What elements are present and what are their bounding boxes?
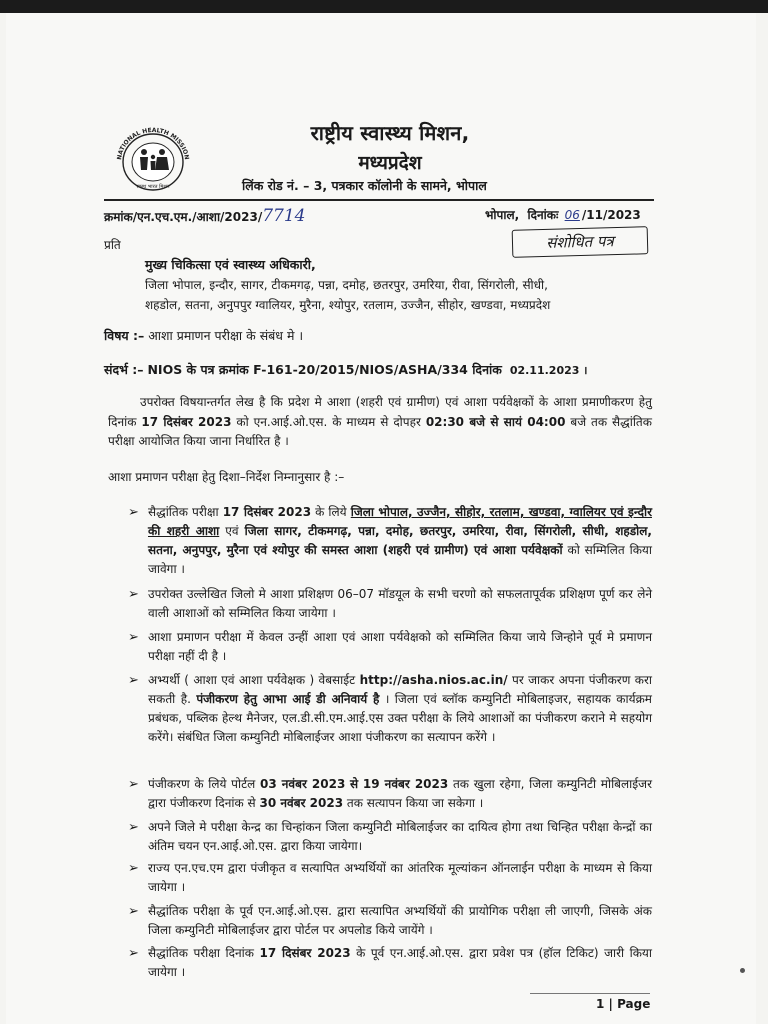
b1-text-1: सैद्धांतिक परीक्षा [148, 505, 219, 519]
arrow-bullet-icon: ➢ [128, 904, 139, 919]
b4-abha-required: पंजीकरण हेतु आभा आई डी अनिवार्य है [196, 692, 380, 706]
org-address: लिंक रोड नं. – 3, पत्रकार कॉलोनी के सामने, भोपाल [242, 178, 487, 193]
nhm-logo-icon [112, 124, 194, 194]
guideline-item-5 [128, 775, 652, 813]
guideline-item-6 [128, 818, 652, 856]
ref-prefix: क्रमांक/एन.एच.एम./आशा/2023/ [104, 210, 263, 224]
page-number: 1 | Page [596, 997, 651, 1011]
date-place: भोपाल, [485, 208, 520, 222]
b9-text-1: सैद्धांतिक परीक्षा दिनांक [148, 946, 254, 960]
guideline-item-8 [128, 902, 652, 940]
header-divider [104, 199, 654, 201]
arrow-bullet-icon: ➢ [128, 777, 139, 792]
intro-text-3: बजे तक सैद्धांतिक परीक्षा आयोजित किया जाना निर्धारित है । [108, 414, 652, 448]
intro-text-2: को एन.आई.ओ.एस. के माध्यम से दोपहर [236, 414, 421, 429]
prati-label: प्रति [104, 238, 121, 252]
guideline-item-2 [128, 585, 652, 623]
revised-letter-stamp: संशोधित पत्र [512, 226, 649, 258]
guideline-item-4 [128, 671, 652, 747]
b2-text: उपरोक्त उल्लेखित जिलो मे आशा प्रशिक्षण 06–07 मॉडयूल के सभी चरणो को सफलतापूर्वक प्रशिक्षण पूर्ण कर लेने वाली आशाओं को सम्मिलित किया जायेगा । [148, 587, 652, 620]
subject-label: विषय :– [104, 328, 145, 343]
b4-text-2: पर जाकर अपना पंजीकरण करा सकती है. [148, 673, 652, 706]
subject-text: आशा प्रमाणन परीक्षा के संबंध मे । [148, 328, 304, 343]
logo-motto: स्वस्थ भारत मिशन [136, 184, 170, 190]
b5-text-1: पंजीकरण के लिये पोर्टल [148, 777, 256, 791]
b7-text: राज्य एन.एच.एम द्वारा पंजीकृत व सत्यापित अभ्यर्थियों का आंतरिक मूल्यांकन ऑनलाईन परीक्षा के माध्यम से किया जायेगा । [148, 861, 652, 894]
reference-line [104, 361, 587, 378]
b3-text: आशा प्रमाणन परीक्षा में केवल उन्हीं आशा एवं आशा पर्यवेक्षको को सम्मिलित किया जाये जिन्होने पूर्व मे प्रमाणन परीक्षा नहीं दी है । [148, 630, 652, 663]
ref-handwritten-number: 7714 [262, 206, 306, 226]
intro-text-1: उपरोक्त विषयान्तर्गत लेख है कि प्रदेश मे आशा (शहरी एवं ग्रामीण) एवं आशा पर्यवेक्षकों के आशा प्रमाणीकरण हेतु दिनांक [108, 395, 652, 429]
logo-ring-text: NATIONAL HEALTH MISSION [116, 126, 190, 161]
b1-text-4: को सम्मिलित किया जावेगा । [148, 543, 652, 576]
b4-text-3: । जिला एवं ब्लॉक कम्युनिटी मोबिलाइजर, सहायक कार्यक्रम प्रबंधक, पब्लिक हेल्थ मैनेजर, एल.डी.सी.एम.आई.एस उक्त परीक्षा के लिये आशाओं का पंजीकरण कराने मे सहयोग करेंगे। संबंधित जिला कम्युनिटी मोबिलाईजर आशा पंजीकरण का सत्यापन करेंगे । [148, 692, 652, 744]
b5-date-2: 19 नवंबर 2023 [362, 777, 449, 791]
date-label: दिनांकः [527, 208, 559, 222]
addressee-districts-line-1: जिला भोपाल, इन्दौर, सागर, टीकमगढ़, पन्ना, दमोह, छतरपुर, उमरिया, रीवा, सिंगरोली, सीधी, [145, 278, 548, 292]
arrow-bullet-icon: ➢ [128, 630, 139, 645]
b1-urban-districts: जिला भोपाल, उज्जैन, सीहोर, रतलाम, खण्डवा, ग्वालियर एवं इन्दौर की शहरी आशा [148, 505, 652, 538]
intro-paragraph [108, 393, 652, 452]
org-name: राष्ट्रीय स्वास्थ्य मिशन, [310, 121, 470, 145]
reference-text: NIOS के पत्र क्रमांक F-161-20/2015/NIOS/ASHA/334 दिनांक [147, 362, 502, 377]
scan-dot [740, 968, 745, 973]
arrow-bullet-icon: ➢ [128, 673, 139, 688]
b5-text-3: तक खुला रहेगा, जिला कम्युनिटी मोबिलाईजर द्वारा पंजीकरण दिनांक से [148, 777, 652, 810]
b1-text-2: के लिये [315, 505, 347, 519]
b1-date: 17 दिसंबर 2023 [222, 505, 312, 519]
date-line [485, 206, 641, 223]
reference-label: संदर्भ :– [104, 362, 144, 377]
addressee-districts-line-2: शहडोल, सतना, अनुपपुर ग्वालियर, मुरैना, श्योपुर, रतलाम, उज्जैन, सीहोर, खण्डवा, मध्यप्रदेश [145, 298, 551, 312]
subject-line [104, 327, 303, 344]
asha-portal-link[interactable]: http://asha.nios.ac.in/ [359, 673, 508, 687]
guideline-item-1 [128, 503, 652, 579]
intro-exam-time: 02:30 बजे से सायं 04:00 [425, 414, 566, 429]
b5-date-3: 30 नवंबर 2023 [259, 796, 344, 810]
org-state: मध्यप्रदेश [358, 152, 422, 174]
arrow-bullet-icon: ➢ [128, 946, 139, 961]
footer-divider [530, 993, 650, 994]
b1-all-districts: जिला सागर, टीकमगढ़, पन्ना, दमोह, छतरपुर, उमरिया, रीवा, सिंगरोली, सीधी, शहडोल, सतना, अनुपपुर, मुरैना एवं श्योपुर की समस्त आशा (शहरी एवं ग्रामीण) एवं आशा पर्यवेक्षकों [148, 524, 652, 557]
addressee-title: मुख्य चिकित्सा एवं स्वास्थ्य अधिकारी, [145, 257, 316, 272]
b1-text-3: एवं [225, 524, 239, 538]
reference-date: 02.11.2023 । [509, 364, 588, 377]
arrow-bullet-icon: ➢ [128, 587, 139, 602]
scan-top-edge [0, 0, 768, 13]
reference-number-line [104, 206, 305, 226]
arrow-bullet-icon: ➢ [128, 820, 139, 835]
b8-text: सैद्धांतिक परीक्षा के पूर्व एन.आई.ओ.एस. द्वारा सत्यापित अभ्यर्थियों की प्रायोगिक परीक्षा ली जाएगी, जिसके अंक जिला कम्युनिटी मोबिलाईजर द्वारा पोर्टल पर अपलोड किये जायेंगे । [148, 904, 652, 937]
guideline-item-9 [128, 944, 652, 982]
guideline-item-3 [128, 628, 652, 666]
b4-text-1: अभ्यर्थी ( आशा एवं आशा पर्यवेक्षक ) वेबसाईट [148, 673, 356, 687]
b5-text-2: से [350, 777, 359, 791]
arrow-bullet-icon: ➢ [128, 861, 139, 876]
b9-date: 17 दिसंबर 2023 [259, 946, 351, 960]
arrow-bullet-icon: ➢ [128, 505, 139, 520]
b6-text: अपने जिले मे परीक्षा केन्द्र का चिन्हांकन जिला कम्युनिटी मोबिलाईजर का दायित्व होगा तथा चिन्हित परीक्षा केन्द्रों का अंतिम चयन एन.आई.ओ.एस. द्वारा किया जायेगा। [148, 820, 652, 853]
date-rest: /11/2023 [581, 208, 641, 222]
intro-exam-date: 17 दिसंबर 2023 [141, 414, 232, 429]
guidelines-intro: आशा प्रमाणन परीक्षा हेतु दिशा–निर्देश निम्नानुसार है :– [108, 470, 345, 484]
b9-text-2: के पूर्व एन.आई.ओ.एस. द्वारा प्रवेश पत्र (हॉल टिकिट) जारी किया जायेगा । [148, 946, 652, 979]
b5-date-1: 03 नवंबर 2023 [260, 777, 346, 791]
b5-text-4: तक सत्यापन किया जा सकेगा । [346, 796, 484, 810]
guideline-item-7 [128, 859, 652, 897]
date-handwritten-day: 06 [564, 208, 580, 222]
